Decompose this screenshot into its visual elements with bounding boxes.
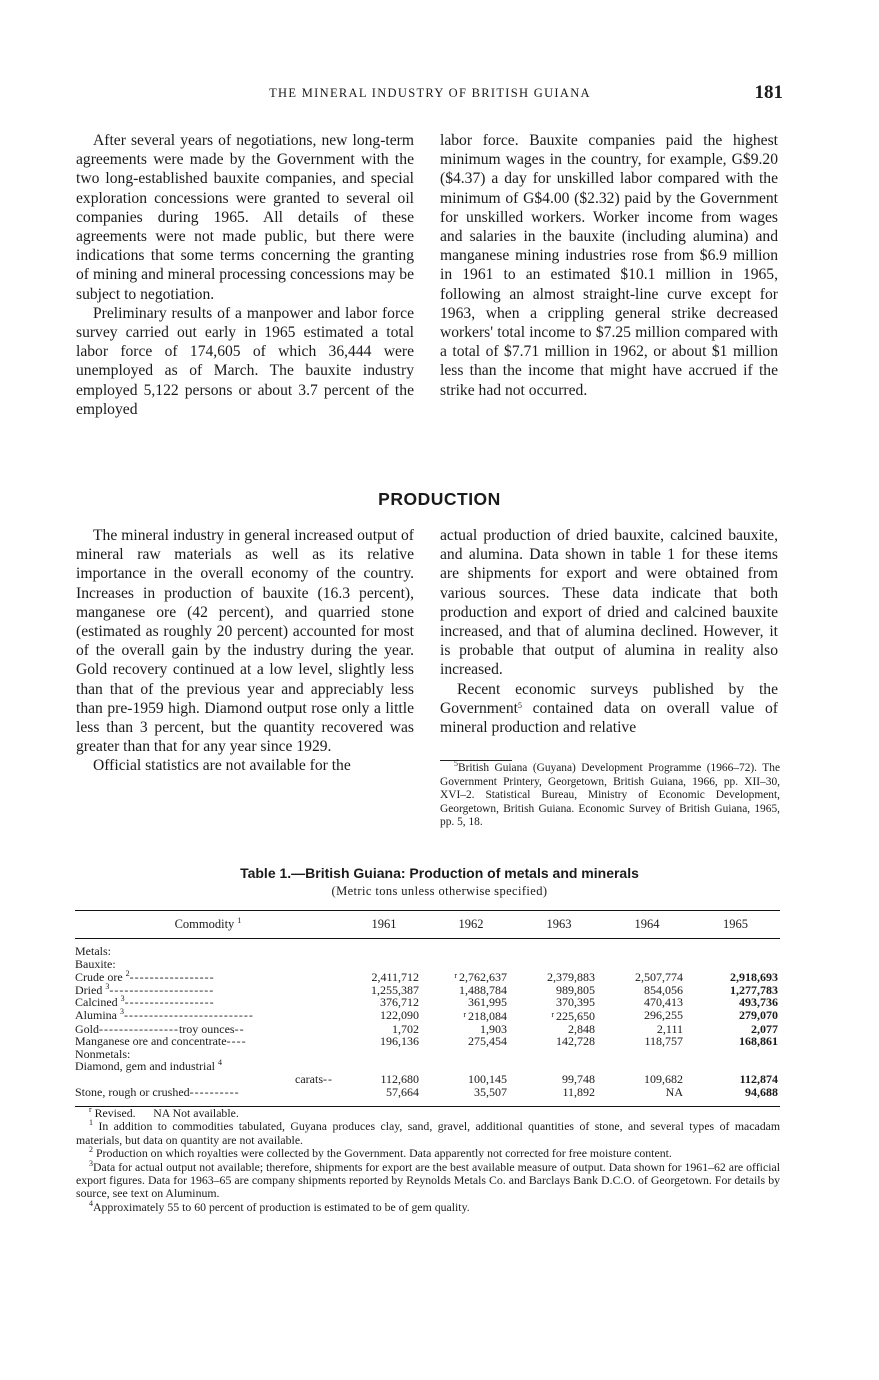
cell-value: 196,136 [380,1034,419,1049]
header-year: 1964 [603,911,691,939]
header-year: 1965 [691,911,780,939]
cell-value: 854,056 [644,982,683,997]
intro-paragraph-3: labor force. Bauxite companies paid the highest minimum wages in the country, for example, G$9.20 ($4.37) a day for unskilled labor compared with the minimum of G$4.00 ($2.32) paid by the Government for unskilled workers. Worker income from wages and salaries in the bauxite (including alumina) and manganese mining industries rose from $6.9 million in 1961 to an estimated $10.1 million in 1965, following an almost straight-line curve except for 1963, when a crippling general strike decreased workers' total income to $7.25 million compared with a total of $7.71 million in 1962, or about $1 million less than the income that might have accrued if the strike had not occurred. [440,132,778,399]
cell-value: 2,077 [751,1021,778,1036]
cell-value: 112,680 [380,1071,419,1086]
row-label: Manganese ore and concentrate---- [75,1034,247,1049]
cell-value: 370,395 [556,995,595,1010]
cell-value: $^r$ 218,084 [463,1008,507,1023]
cell-value: 100,145 [468,1071,507,1086]
cell-value: $^r$ 225,650 [551,1008,595,1023]
production-paragraph-3: actual production of dried bauxite, calcined bauxite, and alumina. Data shown in table 1 for these items are shipments for export and were obtained from various sources. These data indicate that both production and export of dried and calcined bauxite increased, and that of alumina declined. However, it is probable that output of alumina in reality also increased. [440,527,778,679]
footnote-5-text: British Guiana (Guyana) Development Programme (1966–72). The Government Printery, Georgetown, British Guiana, 1966, pp. XII–30, XVI–2. Statistical Bureau, Ministry of Economic Development, Georgetown, British Guiana. Economic Survey of British Guiana, 1965, pp. 5, 18. [440,762,780,828]
table-row-metals [75,945,780,958]
row-label: Stone, rough or crushed---------- [75,1084,240,1099]
running-header [75,82,785,106]
row-label: Dried $^3$--------------------- [75,981,215,997]
cell-value: 99,748 [562,1071,595,1086]
cell-value: 11,892 [562,1084,595,1099]
cell-value: 109,682 [644,1071,683,1086]
cell-value: 279,070 [739,1008,778,1023]
footnote-5 [440,759,780,830]
cell-value: 94,688 [745,1084,778,1099]
cell-value: 112,874 [739,1071,778,1086]
table-footnotes [76,1107,780,1214]
cell-value: 168,861 [739,1034,778,1049]
cell-value: 142,728 [556,1034,595,1049]
table-header-row [75,911,780,939]
intro-right-column [440,131,778,400]
row-label: Gold----------------troy ounces-- [75,1021,245,1036]
cell-value: 2,379,883 [547,969,595,984]
production-right-column [440,526,778,737]
footnote-5-mark: 5 [454,759,458,768]
section-heading-production: PRODUCTION [378,489,501,509]
table-note-1: $^1$ In addition to commodities tabulated, Guyana produces clay, sand, gravel, additional quantities of stone, and several types of macadam materials, but data on quantity are not available. [76,1118,781,1147]
p4-text-a: Recent economic surveys published by the Government [440,680,778,717]
cell-value: 376,712 [380,995,419,1010]
cell-value: 1,702 [392,1021,419,1036]
header-year: 1961 [341,911,427,939]
table-legend: $^r$ Revised. NA Not available. [89,1105,239,1120]
cell-value: 989,805 [556,982,595,997]
table-row-stone [75,1086,780,1099]
row-label: Nonmetals: [75,1046,131,1061]
cell-value: 2,507,774 [635,969,683,984]
intro-left-column [76,131,414,419]
table-row-crude-ore [75,970,780,984]
cell-value: 361,995 [468,995,507,1010]
production-table [75,910,780,1107]
cell-value: 2,918,693 [730,969,778,984]
running-title: THE MINERAL INDUSTRY OF BRITISH GUIANA [269,86,591,100]
cell-value: 122,090 [380,1008,419,1023]
cell-value: NA [665,1084,683,1099]
cell-value: 2,848 [568,1021,595,1036]
page-number: 181 [754,82,783,103]
header-commodity: Commodity $^1$ [75,911,341,939]
row-label: Alumina $^3$-------------------------- [75,1007,254,1023]
cell-value: 118,757 [644,1034,683,1049]
cell-value: 1,277,783 [730,982,778,997]
production-paragraph-1: The mineral industry in general increased output of mineral raw materials as well as its relative importance in the overall economy of the country. Increases in production of bauxite (16.3 percent), manganese ore (42 percent), and quarried stone (estimated as roughly 20 percent) accounted for most of the overall gain by the industry during the year. Gold recovery continued at a low level, slightly less than that of the previous year and appreciably less than pre-1959 high. Diamond output rose only a little less than 3 percent, but the quantity recovered was greater than that for any year since 1929. [76,527,414,756]
row-label: Diamond, gem and industrial $^4$ [75,1058,222,1074]
header-year: 1963 [515,911,603,939]
intro-paragraph-2: Preliminary results of a manpower and labor force survey carried out early in 1965 estimated a total labor force of 174,605 of which 36,444 were unemployed as of March. The bauxite industry employed 5,122 persons or about 3.7 percent of the employed [76,304,414,418]
production-left-column [76,526,414,776]
cell-value: 493,736 [739,995,778,1010]
row-label: Metals: [75,944,111,958]
cell-value: 1,255,387 [371,982,419,997]
table-row-alumina [75,1009,780,1023]
row-label: Crude ore $^2$----------------- [75,968,215,984]
row-label: Bauxite: [75,956,116,971]
cell-value: 470,413 [644,995,683,1010]
table-title: Table 1.—British Guiana: Production of metals and minerals [240,865,639,881]
cell-value: 1,488,784 [459,982,507,997]
cell-value: $^r$ 2,762,637 [454,970,507,985]
cell-value: 1,903 [480,1021,507,1036]
footnote-ref-5: 5 [517,700,522,710]
table-row-manganese [75,1035,780,1048]
table-row-bauxite [75,958,780,971]
table-note-4: $^4$Approximately 55 to 60 percent of production is estimated to be of gem quality. [89,1198,470,1214]
production-paragraph-4 [440,680,778,738]
cell-value: 275,454 [468,1034,507,1049]
row-label: carats-- [295,1071,333,1086]
table-note-2: $^2$ Production on which royalties were collected by the Government. Data apparently not corrected for free moisture content. [89,1145,672,1161]
cell-value: 2,111 [656,1021,683,1036]
cell-value: 57,664 [386,1084,419,1099]
p4-text-b: contained data on overall value of mineral production and relative [440,699,778,737]
table-note-3: $^3$Data for actual output not available; therefore, shipments for export are the best available measure of output. Data shown for 1961–62 are official export figures. Data for 1963–65 are company shipments reported by Reynolds Metals Co. and Barclays Bank D.C.O. of Georgetown. For details by source, see text on Aluminum. [76,1158,780,1201]
header-year: 1962 [427,911,515,939]
production-paragraph-2: Official statistics are not available for the [93,757,351,775]
row-label: Calcined $^3$------------------ [75,994,215,1010]
cell-value: 2,411,712 [371,969,419,984]
footnote-rule [440,760,512,761]
table-subtitle: (Metric tons unless otherwise specified) [331,884,548,898]
cell-value: 296,255 [644,1008,683,1023]
intro-paragraph-1: After several years of negotiations, new long-term agreements were made by the Government with the two long-established bauxite companies, and special exploration concessions were granted to several oil companies during 1965. All details of these agreements were not made public, but there were indications that some terms concerning the granting of mining and mineral processing concessions may be subject to negotiation. [76,132,414,303]
cell-value: 35,507 [474,1084,507,1099]
